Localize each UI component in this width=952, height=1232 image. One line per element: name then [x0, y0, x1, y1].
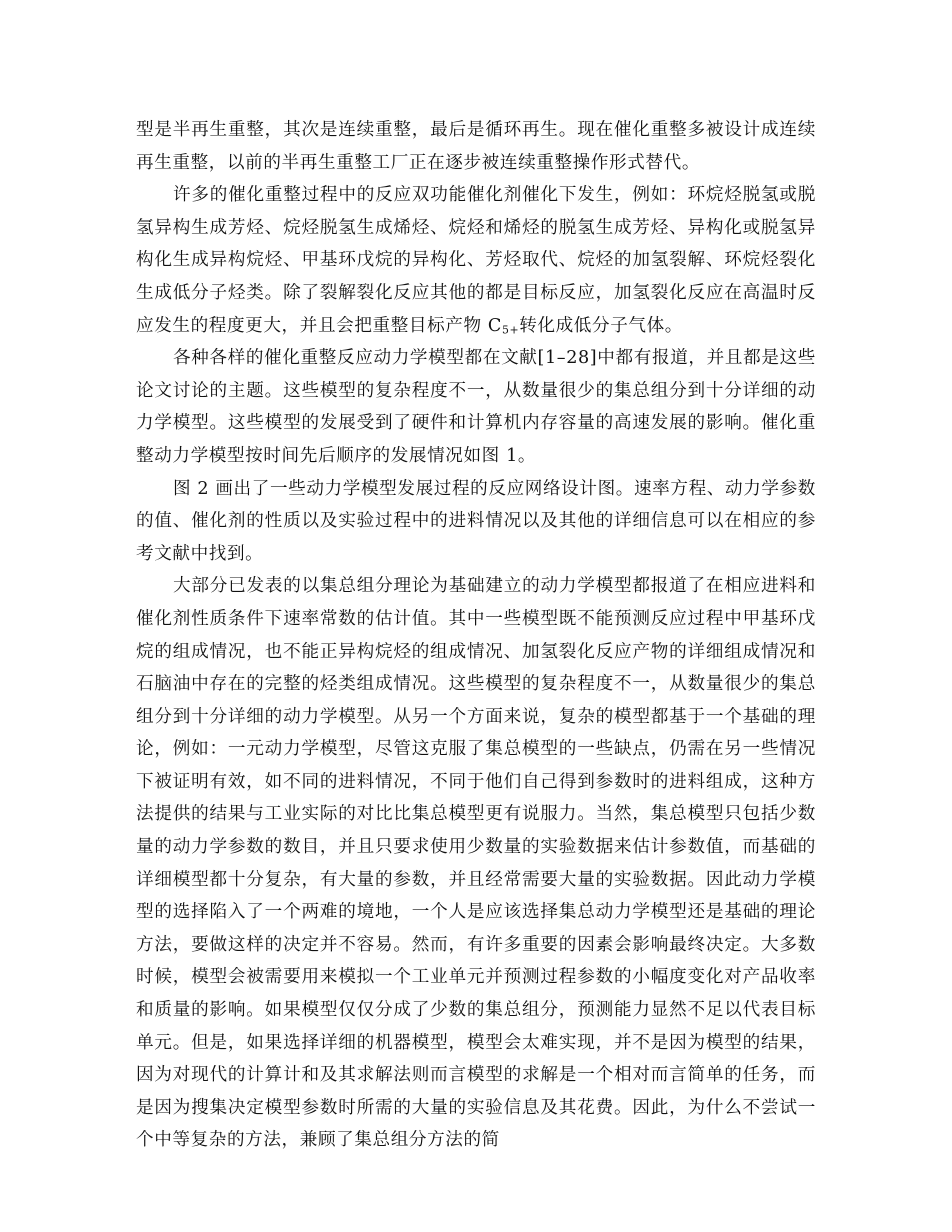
- paragraph-3: 各种各样的催化重整反应动力学模型都在文献[1–28]中都有报道，并且都是这些论文讨论的主题。这些模型的复杂程度不一，从数量很少的集总组分到十分详细的动力学模型。这些模型的发展受到了硬件和计算机内存容量的高速发展的影响。催化重整动力学模型按时间先后顺序的发展情况如图 1。: [136, 348, 816, 466]
- paragraph-2-text: 许多的催化重整过程中的反应双功能催化剂催化下发生，例如：环烷烃脱氢或脱氢异构生成芳烃、烷烃脱氢生成烯烃、烷烃和烯烃的脱氢生成芳烃、异构化或脱氢异构化生成异构烷烃、甲基环戊烷的异构化、芳烃取代、烷烃的加氢裂解、环烷烃裂化生成低分子烃类。除了裂解裂化反应其他的都是目标反应，加氢裂化反应在高温时反应发生的程度更大，并且会把重整目标产物 C: [136, 185, 816, 336]
- paragraph-2: [136, 179, 816, 342]
- document-page: [136, 114, 816, 1157]
- c5-plus-subscript: 5+: [501, 323, 520, 337]
- paragraph-4: 图 2 画出了一些动力学模型发展过程的反应网络设计图。速率方程、动力学参数的值、催化剂的性质以及实验过程中的进料情况以及其他的详细信息可以在相应的参考文献中找到。: [136, 478, 816, 564]
- paragraph-1: 型是半再生重整，其次是连续重整，最后是循环再生。现在催化重整多被设计成连续再生重整，以前的半再生重整工厂正在逐步被连续重整操作形式替代。: [136, 120, 816, 173]
- paragraph-5: 大部分已发表的以集总组分理论为基础建立的动力学模型都报道了在相应进料和催化剂性质条件下速率常数的估计值。其中一些模型既不能预测反应过程中甲基环戊烷的组成情况，也不能正异构烷烃的组成情况、加氢裂化反应产物的详细组成情况和石脑油中存在的完整的烃类组成情况。这些模型的复杂程度不一，从数量很少的集总组分到十分详细的动力学模型。从另一个方面来说，复杂的模型都基于一个基础的理论，例如：一元动力学模型，尽管这克服了集总模型的一些缺点，仍需在另一些情况下被证明有效，如不同的进料情况，不同于他们自己得到参数时的进料组成，这种方法提供的结果与工业实际的对比比集总模型更有说服力。当然，集总模型只包括少数量的动力学参数的数目，并且只要求使用少数量的实验数据来估计参数值，而基础的详细模型都十分复杂，有大量的参数，并且经常需要大量的实验数据。因此动力学模型的选择陷入了一个两难的境地，一个人是应该选择集总动力学模型还是基础的理论方法，要做这样的决定并不容易。然而，有许多重要的因素会影响最终决定。大多数时候，模型会被需要用来模拟一个工业单元并预测过程参数的小幅度变化对产品收率和质量的影响。如果模型仅仅分成了少数的集总组分，预测能力显然不足以代表目标单元。但是，如果选择详细的机器模型，模型会太难实现，并不是因为模型的结果，因为对现代的计算计和及其求解法则而言模型的求解是一个相对而言简单的任务，而是因为搜集决定模型参数时所需的大量的实验信息及其花费。因此，为什么不尝试一个中等复杂的方法，兼顾了集总组分方法的简: [136, 576, 816, 1151]
- paragraph-2-text-end: 转化成低分子气体。: [519, 315, 683, 336]
